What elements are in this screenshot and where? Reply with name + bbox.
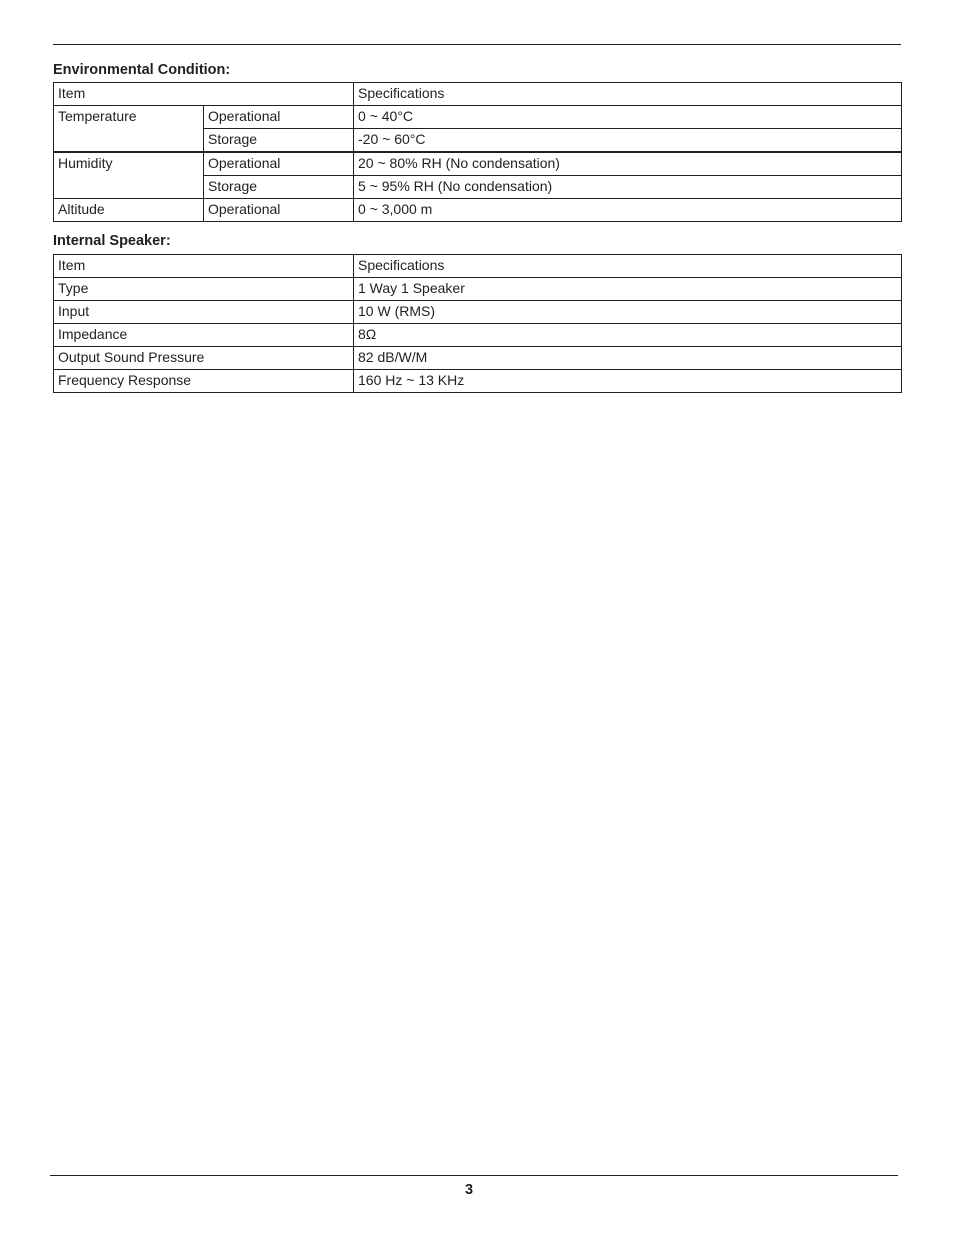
speaker-input-label: Input (54, 301, 354, 324)
table-row (54, 324, 902, 347)
table-header-row (54, 255, 902, 278)
speaker-frequency-response-label: Frequency Response (54, 370, 354, 393)
speaker-type-spec: 1 Way 1 Speaker (354, 278, 902, 301)
humidity-storage-spec: 5 ~ 95% RH (No condensation) (354, 176, 902, 199)
speaker-sound-pressure-label: Output Sound Pressure (54, 347, 354, 370)
top-rule (53, 44, 901, 45)
table-row (54, 301, 902, 324)
speaker-sound-pressure-spec: 82 dB/W/M (354, 347, 902, 370)
header-specifications: Specifications (354, 255, 902, 278)
altitude-operational-spec: 0 ~ 3,000 m (354, 199, 902, 222)
temperature-label: Temperature (54, 106, 204, 153)
table-row (54, 199, 902, 222)
header-specifications: Specifications (354, 83, 902, 106)
temperature-storage-spec: -20 ~ 60°C (354, 129, 902, 153)
humidity-operational-label: Operational (204, 152, 354, 176)
environmental-condition-title: Environmental Condition: (53, 62, 231, 78)
temperature-storage-label: Storage (204, 129, 354, 153)
humidity-label: Humidity (54, 152, 204, 199)
bottom-rule (50, 1175, 898, 1176)
internal-speaker-table (53, 254, 902, 393)
table-header-row (54, 83, 902, 106)
environmental-condition-table (53, 82, 902, 222)
temperature-operational-label: Operational (204, 106, 354, 129)
speaker-impedance-spec: 8Ω (354, 324, 902, 347)
speaker-impedance-label: Impedance (54, 324, 354, 347)
header-item: Item (54, 255, 354, 278)
speaker-input-spec: 10 W (RMS) (354, 301, 902, 324)
header-item: Item (54, 83, 354, 106)
temperature-operational-spec: 0 ~ 40°C (354, 106, 902, 129)
table-row (54, 278, 902, 301)
table-row (54, 106, 902, 129)
altitude-label: Altitude (54, 199, 204, 222)
speaker-frequency-response-spec: 160 Hz ~ 13 KHz (354, 370, 902, 393)
table-row (54, 370, 902, 393)
speaker-type-label: Type (54, 278, 354, 301)
humidity-operational-spec: 20 ~ 80% RH (No condensation) (354, 152, 902, 176)
altitude-operational-label: Operational (204, 199, 354, 222)
table-row (54, 347, 902, 370)
page-number: 3 (464, 1182, 474, 1198)
internal-speaker-title: Internal Speaker: (53, 233, 171, 249)
humidity-storage-label: Storage (204, 176, 354, 199)
table-row (54, 152, 902, 176)
